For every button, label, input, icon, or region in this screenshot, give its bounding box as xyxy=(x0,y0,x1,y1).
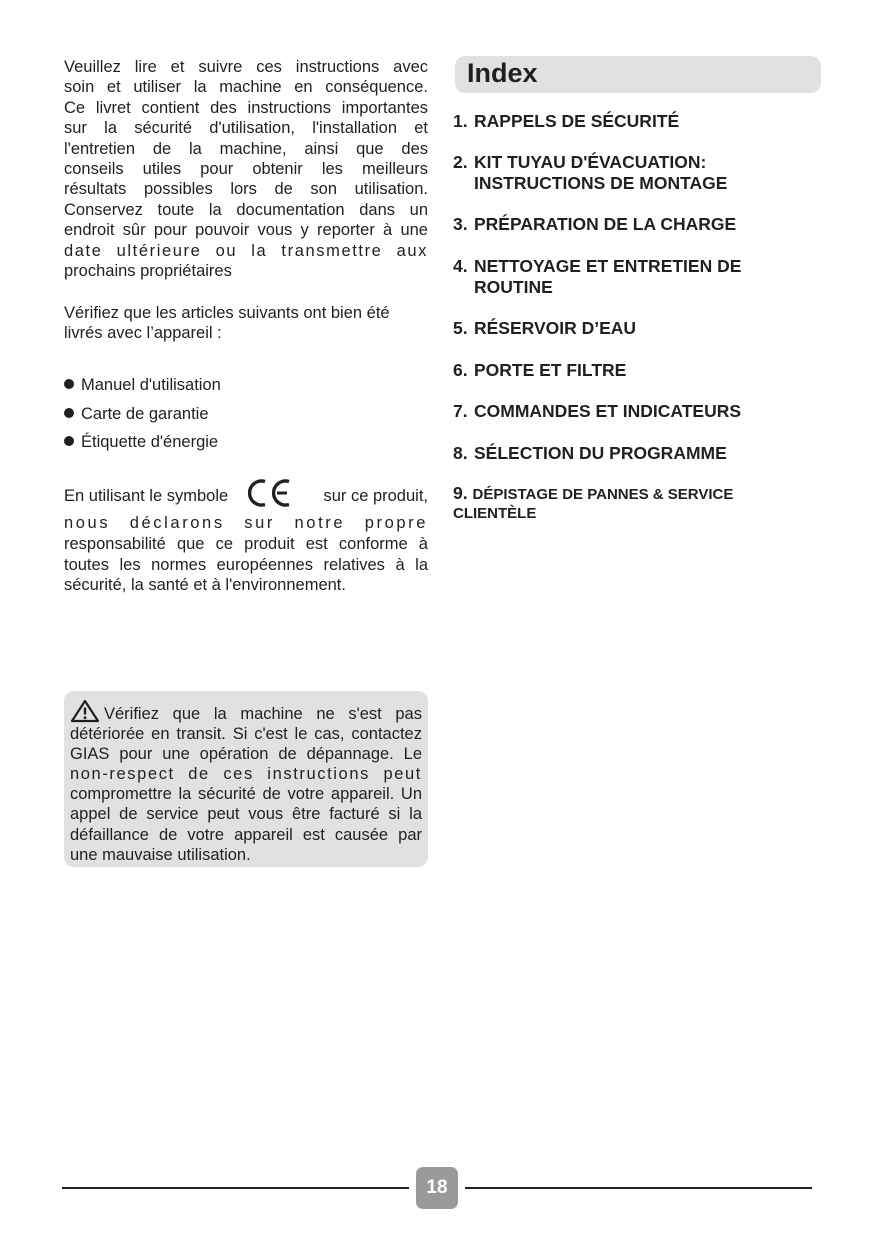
index-entry-number: 5. xyxy=(453,318,468,338)
page-number: 18 xyxy=(416,1167,458,1209)
bullet-icon xyxy=(64,408,74,418)
index-entry-number: 6. xyxy=(453,360,468,380)
check-paragraph xyxy=(64,303,428,344)
list-item xyxy=(64,432,218,452)
index-entry-number: 8. xyxy=(453,443,468,463)
warning-icon xyxy=(70,699,100,723)
index-entry[interactable] xyxy=(453,152,727,194)
index-entry-label: PRÉPARATION DE LA CHARGE xyxy=(474,214,737,234)
index-entry[interactable] xyxy=(453,484,733,523)
index-entry-number: 1. xyxy=(453,111,468,131)
index-entry-label: COMMANDES ET INDICATEURS xyxy=(474,401,742,421)
ce-line: nous déclarons sur notre propre xyxy=(64,514,428,532)
index-entry-label: SÉLECTION DU PROGRAMME xyxy=(474,443,727,463)
intro-paragraph xyxy=(64,57,428,281)
intro-line: sur la sécurité d'utilisation, l'installation et xyxy=(64,119,428,138)
index-entry-number: 9. xyxy=(453,483,468,503)
warning-box xyxy=(64,691,428,867)
intro-line: prochains propriétaires xyxy=(64,262,232,281)
index-entry[interactable] xyxy=(453,443,727,464)
list-item-label: Étiquette d'énergie xyxy=(81,433,219,451)
check-line: Vérifiez que les articles suivants ont bien été xyxy=(64,304,390,322)
list-item xyxy=(64,375,221,395)
warning-line: GIAS pour une opération de dépannage. Le xyxy=(70,745,422,764)
index-entry-number: 7. xyxy=(453,401,468,421)
ce-line: En utilisant le symbole xyxy=(64,487,229,505)
index-entry-continuation: CLIENTÈLE xyxy=(453,505,537,522)
footer-rule-right xyxy=(465,1187,812,1189)
index-entry[interactable] xyxy=(453,401,741,422)
index-title: Index xyxy=(467,58,538,88)
warning-line: appel de service peut vous être facturé si la xyxy=(70,805,422,824)
intro-line: Veuillez lire et suivre ces instructions avec xyxy=(64,58,428,76)
warning-line: non-respect de ces instructions peut xyxy=(70,765,422,784)
index-entry-number: 2. xyxy=(453,152,468,172)
index-entry-label: DÉPISTAGE DE PANNES & SERVICE xyxy=(472,486,734,503)
index-entry-label: RÉSERVOIR D’EAU xyxy=(474,318,637,338)
intro-line: soin et utiliser la machine en conséquence. xyxy=(64,78,428,97)
index-entry[interactable] xyxy=(453,111,679,132)
ce-line: responsabilité que ce produit est conforme à xyxy=(64,534,428,553)
index-entry-continuation: INSTRUCTIONS DE MONTAGE xyxy=(474,173,728,193)
intro-line: endroit sûr pour pouvoir vous y reporter à une xyxy=(64,221,428,240)
intro-line: Ce livret contient des instructions importantes xyxy=(64,98,428,117)
warning-line: Vérifiez que la machine ne s'est pas xyxy=(104,705,422,723)
ce-line: sur ce produit, xyxy=(323,487,428,505)
bullet-icon xyxy=(64,379,74,389)
index-entry-continuation: ROUTINE xyxy=(474,277,553,297)
intro-line: date ultérieure ou la transmettre aux xyxy=(64,241,428,260)
ce-declaration xyxy=(64,478,428,596)
index-header xyxy=(455,56,821,93)
intro-line: résultats possibles lors de son utilisation. xyxy=(64,180,428,199)
index-entry-label: PORTE ET FILTRE xyxy=(474,360,627,380)
index-entry-label: NETTOYAGE ET ENTRETIEN DE xyxy=(474,256,742,276)
warning-line: défaillance de votre appareil est causée par xyxy=(70,825,422,844)
list-item xyxy=(64,404,209,424)
index-entry[interactable] xyxy=(453,360,626,381)
index-entry-label: RAPPELS DE SÉCURITÉ xyxy=(474,111,680,131)
ce-line: sécurité, la santé et à l'environnement. xyxy=(64,576,346,595)
list-item-label: Manuel d'utilisation xyxy=(81,376,221,394)
index-entry-label: KIT TUYAU D'ÉVACUATION: xyxy=(474,152,707,172)
index-entry[interactable] xyxy=(453,318,636,339)
list-item-label: Carte de garantie xyxy=(81,405,209,423)
check-line: livrés avec l’appareil : xyxy=(64,324,222,343)
footer-rule-left xyxy=(62,1187,409,1189)
intro-line: Conservez toute la documentation dans un xyxy=(64,200,428,219)
index-entry[interactable] xyxy=(453,214,736,235)
index-entry-number: 3. xyxy=(453,214,468,234)
intro-line: conseils utiles pour obtenir les meilleurs xyxy=(64,160,428,179)
warning-line: une mauvaise utilisation. xyxy=(70,845,251,864)
bullet-icon xyxy=(64,436,74,446)
warning-line: détériorée en transit. Si c'est le cas, contactez xyxy=(70,725,422,744)
warning-line: compromettre la sécurité de votre appareil. Un xyxy=(70,785,422,804)
index-entry-number: 4. xyxy=(453,256,468,276)
ce-mark-icon xyxy=(246,478,292,508)
intro-line: l'entretien de la machine, ainsi que des xyxy=(64,139,428,158)
index-entry[interactable] xyxy=(453,256,741,298)
ce-line: toutes les normes européennes relatives à la xyxy=(64,555,428,574)
